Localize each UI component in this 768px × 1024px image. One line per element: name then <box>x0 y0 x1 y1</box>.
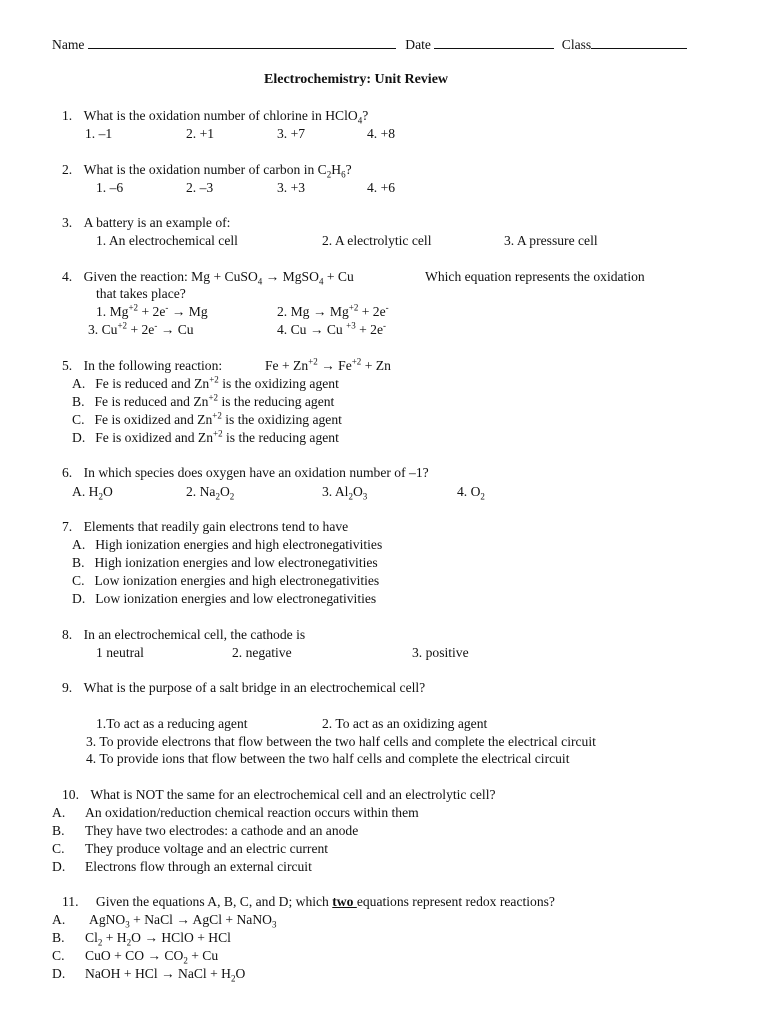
q2-choice-1[interactable]: 1. –6 <box>96 180 124 195</box>
q1-choice-3[interactable]: 3. +7 <box>277 126 306 141</box>
q4-number: 4. <box>62 269 73 284</box>
name-label: Name <box>52 37 85 52</box>
q11-text: Given the equations A, B, C, and D; which two equations represent redox reactions? <box>95 894 555 909</box>
q3-number: 3. <box>62 215 73 230</box>
q10-choice-a[interactable]: A. An oxidation/reduction chemical reaction occurs within them <box>52 805 419 820</box>
question-8 <box>62 627 305 643</box>
q7-text: Elements that readily gain electrons tend to have <box>83 519 349 534</box>
q3-choice-2[interactable]: 2. A electrolytic cell <box>322 233 432 248</box>
q2-choice-3[interactable]: 3. +3 <box>277 180 306 195</box>
q1-choice-2[interactable]: 2. +1 <box>186 126 215 141</box>
q11-choice-a[interactable]: A. AgNO$_3$ + NaCl → AgCl + NaNO$_3$ <box>52 912 277 930</box>
q7-choice-b[interactable]: B. High ionization energies and low electronegativities <box>72 555 378 570</box>
q4-choice-4[interactable]: 4. Cu → Cu $^{+3}$ + 2e- <box>277 320 386 337</box>
q1-number: 1. <box>62 108 73 123</box>
q4-reaction: Given the reaction: Mg + CuSO$_4$ → MgSO$_4$ + Cu <box>83 269 354 287</box>
q3-choice-3[interactable]: 3. A pressure cell <box>504 233 598 248</box>
q8-choice-3[interactable]: 3. positive <box>412 645 469 660</box>
q5-choice-b[interactable]: B. Fe is reduced and $Zn^{+2}$ is the reducing agent <box>72 392 335 409</box>
q11-choice-d[interactable]: D. NaOH + HCl → NaCl + $H_2O$ <box>52 966 246 984</box>
q11-emphasis: two <box>332 894 357 909</box>
q10-choice-b[interactable]: B. They have two electrodes: a cathode and an anode <box>52 823 359 838</box>
question-4 <box>62 269 354 285</box>
q10-choice-c[interactable]: C. They produce voltage and an electric current <box>52 841 329 856</box>
q11-choice-c[interactable]: C. CuO + CO → $CO_2 + Cu$ <box>52 948 219 966</box>
q5-number: 5. <box>62 358 73 373</box>
question-7 <box>62 519 348 535</box>
q5-choice-c[interactable]: C. Fe is oxidized and $Zn^{+2}$ is the oxidizing agent <box>72 410 342 427</box>
q4-text-cont: that takes place? <box>96 286 186 301</box>
q8-choice-1[interactable]: 1 neutral <box>96 645 144 660</box>
q5-choice-d[interactable]: D. Fe is oxidized and $Zn^{+2}$ is the reducing agent <box>72 428 339 445</box>
question-5 <box>62 358 222 374</box>
q8-text: In an electrochemical cell, the cathode is <box>83 627 306 642</box>
date-label: Date <box>405 37 431 52</box>
q3-choice-1[interactable]: 1. An electrochemical cell <box>96 233 238 248</box>
question-1 <box>62 108 368 124</box>
q11-choice-b[interactable]: B. $Cl_2 + H_2O$ → HClO + HCl <box>52 930 231 948</box>
q11-number: 11. <box>62 894 79 909</box>
q2-choice-4[interactable]: 4. +6 <box>367 180 396 195</box>
q1-text: What is the oxidation number of chlorine in HClO$_4$? <box>83 108 369 126</box>
name-blank[interactable] <box>88 36 396 49</box>
page-title: Electrochemistry: Unit Review <box>264 72 449 87</box>
question-9 <box>62 680 425 696</box>
q9-choice-2[interactable]: 2. To act as an oxidizing agent <box>322 716 488 731</box>
q5-text: In the following reaction: <box>83 358 223 373</box>
q9-text: What is the purpose of a salt bridge in an electrochemical cell? <box>83 680 426 695</box>
q9-choice-1[interactable]: 1.To act as a reducing agent <box>96 716 248 731</box>
q9-choice-3[interactable]: 3. To provide electrons that flow between the two half cells and complete the electrical circuit <box>86 734 596 749</box>
q8-number: 8. <box>62 627 73 642</box>
class-blank[interactable] <box>591 36 687 49</box>
question-3 <box>62 215 230 231</box>
q7-choice-c[interactable]: C. Low ionization energies and high electronegativities <box>72 573 380 588</box>
q6-choice-2[interactable]: 2. $Na_2O_2$ <box>186 484 235 502</box>
q2-text: What is the oxidation number of carbon in $C_2H_6$? <box>83 162 352 180</box>
q4-choice-3[interactable]: 3. $Cu^{+2} + 2e^- \to Cu$ <box>88 320 194 337</box>
q10-text: What is NOT the same for an electrochemical cell and an electrolytic cell? <box>90 787 496 802</box>
q6-choice-1[interactable]: A. $H_2O$ <box>72 484 113 502</box>
q5-choice-a[interactable]: A. Fe is reduced and $Zn^{+2}$ is the oxidizing agent <box>72 374 339 391</box>
q7-choice-a[interactable]: A. High ionization energies and high electronegativities <box>72 537 383 552</box>
q9-choice-4[interactable]: 4. To provide ions that flow between the two half cells and complete the electrical circuit <box>86 751 570 766</box>
q10-choice-d[interactable]: D. Electrons flow through an external circuit <box>52 859 312 874</box>
q6-number: 6. <box>62 465 73 480</box>
date-blank[interactable] <box>434 36 554 49</box>
q8-choice-2[interactable]: 2. negative <box>232 645 292 660</box>
q1-choice-4[interactable]: 4. +8 <box>367 126 396 141</box>
q5-equation: $Fe + Zn^{+2} \to Fe^{+2} + Zn$ <box>265 356 391 373</box>
q4-text: Which equation represents the oxidation <box>425 269 645 284</box>
q6-choice-4[interactable]: 4. $O_2$ <box>457 484 485 502</box>
q10-number: 10. <box>62 787 79 802</box>
class-label: Class <box>561 37 592 52</box>
q1-choice-1[interactable]: 1. –1 <box>85 126 113 141</box>
q9-number: 9. <box>62 680 73 695</box>
q4-choice-2[interactable]: 2. $Mg \to Mg^{+2} + 2e^-$ <box>277 302 389 319</box>
q7-choice-d[interactable]: D. Low ionization energies and low electronegativities <box>72 591 377 606</box>
q6-text: In which species does oxygen have an oxidation number of –1? <box>83 465 429 480</box>
q3-text: A battery is an example of: <box>83 215 231 230</box>
q2-choice-2[interactable]: 2. –3 <box>186 180 214 195</box>
q4-choice-1[interactable]: 1. $Mg^{+2} + 2e^- \to Mg$ <box>96 302 208 319</box>
question-10 <box>62 787 496 803</box>
question-2 <box>62 162 352 178</box>
q7-number: 7. <box>62 519 73 534</box>
question-11 <box>62 894 555 910</box>
q2-number: 2. <box>62 162 73 177</box>
name-field[interactable] <box>52 36 687 53</box>
question-6 <box>62 465 429 481</box>
q6-choice-3[interactable]: 3. $Al_2O_3$ <box>322 484 368 502</box>
